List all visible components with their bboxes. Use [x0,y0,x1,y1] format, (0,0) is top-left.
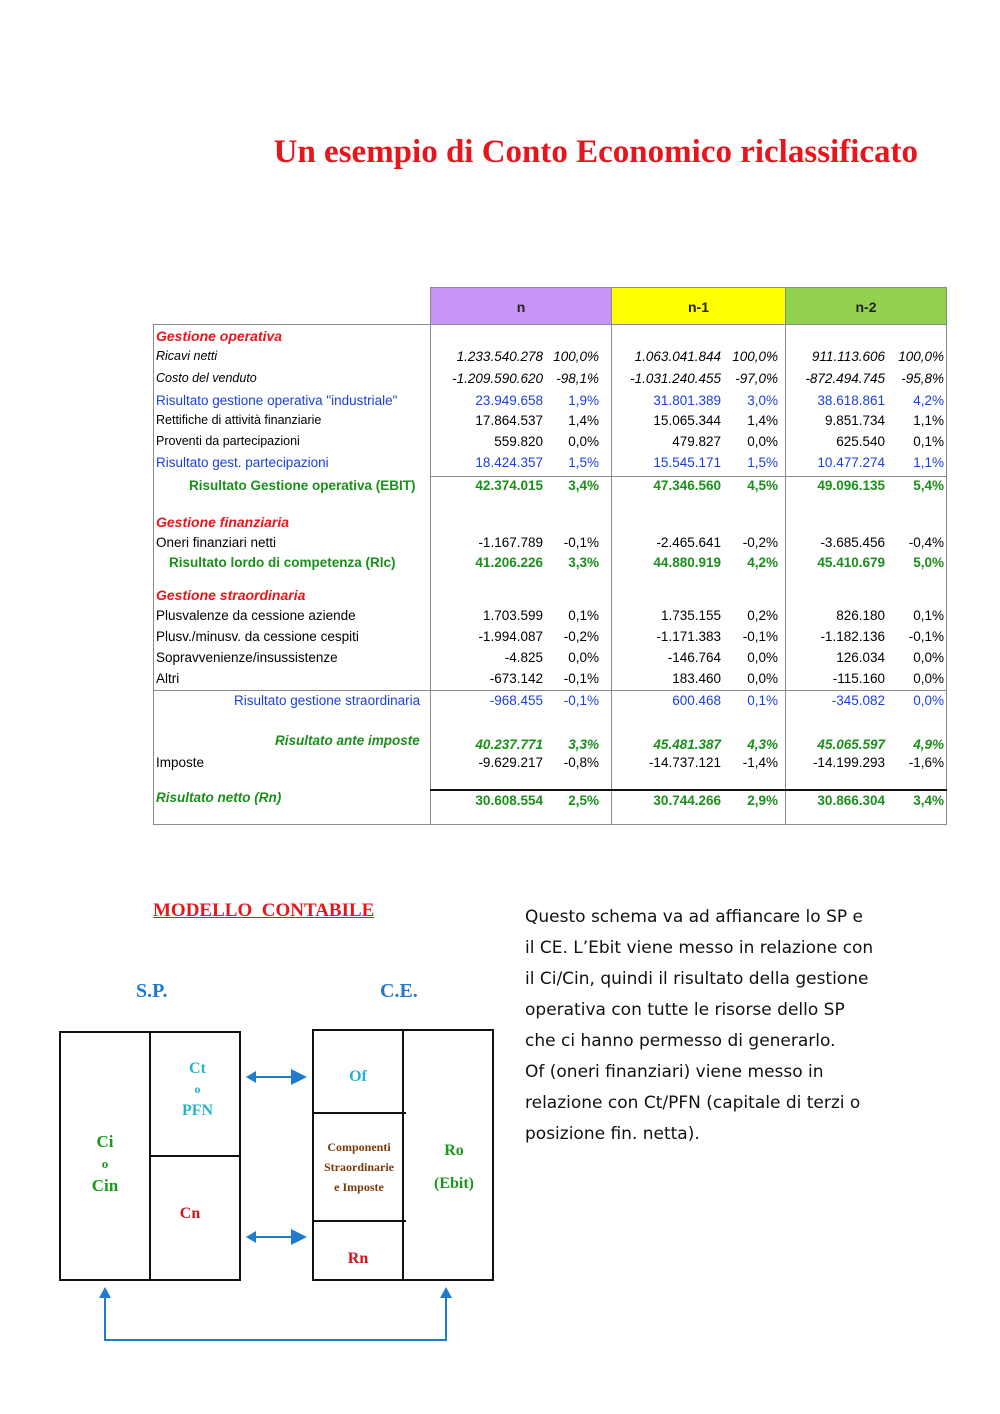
cell: -146.764 [667,650,721,665]
cell: -2.465.641 [656,535,721,550]
cell: -14.737.121 [648,755,721,770]
cell: -1.182.136 [820,629,885,644]
cell: 4,3% [747,737,778,752]
table-row [153,434,947,454]
cell: 0,1% [913,608,944,623]
cell: 3,3% [568,555,599,570]
cell: 0,0% [913,693,944,708]
cell: 0,0% [913,671,944,686]
cell: 9.851.734 [824,413,885,428]
table-row [153,608,947,628]
cell: -1.031.240.455 [630,371,721,386]
cell: 559.820 [494,434,543,449]
ce-label: C.E. [380,980,418,1002]
cell: -115.160 [832,671,885,686]
cell: -1.167.789 [478,535,543,550]
table-row [153,371,947,391]
ci-label: Ci o Cin [91,1132,119,1195]
cell: 1,4% [747,413,778,428]
model-title: MODELLO CONTABILE [153,900,375,921]
cell: 44.880.919 [653,555,721,570]
cell: 41.206.226 [475,555,543,570]
cell: 5,4% [913,478,944,493]
cell: 1,9% [568,393,599,408]
cell: 45.410.679 [817,555,885,570]
cell: 4,9% [913,737,944,752]
cell: -0,1% [563,693,599,708]
table-row [153,555,947,575]
cell: 479.827 [672,434,721,449]
cell: 0,1% [913,434,944,449]
row-label: Risultato gestione straordinaria [234,693,421,708]
cell: 826.180 [836,608,885,623]
explanation-paragraph: Questo schema va ad affiancare lo SP e il CE. L’Ebit viene messo in relazione con il Ci/Cin, quindi il risultato della gestione operativa con tutte le risorse dello SP che ci hanno permesso di generarlo. Of (oneri finanziari) viene messo in relazione con Ct/PFN (capitale di terzi o posizione fin. netta). [525,907,874,1144]
cell: 1,1% [913,455,944,470]
row-label: Ricavi netti [156,349,218,363]
cell: -673.142 [489,671,543,686]
cell: 3,0% [747,393,778,408]
cell: -0,8% [563,755,599,770]
table-row [153,535,947,555]
cell: 1,1% [913,413,944,428]
section-heading: Gestione finanziaria [156,514,290,530]
cell: -872.494.745 [805,371,885,386]
cell: -0,1% [563,535,599,550]
cell: 30.608.554 [475,793,543,808]
cell: -14.199.293 [812,755,885,770]
row-label: Risultato netto (Rn) [156,790,282,805]
table-row [153,455,947,475]
row-label: Risultato Gestione operativa (EBIT) [189,478,416,493]
cell: -1,6% [908,755,944,770]
cell: 23.949.658 [475,393,543,408]
cell: -0,1% [742,629,778,644]
ro-label: Ro (Ebit) [434,1142,474,1192]
table-row [153,755,947,775]
row-label: Risultato gest. partecipazioni [156,455,329,470]
of-label: Of [349,1068,367,1085]
cell: 2,5% [568,793,599,808]
table-row [153,629,947,649]
cell: 1.703.599 [482,608,543,623]
row-label: Proventi da partecipazioni [156,434,300,448]
cell: 1,4% [568,413,599,428]
cell: 0,2% [747,608,778,623]
row-label: Sopravvenienze/insussistenze [156,650,338,665]
table-row [153,349,947,369]
ct-label: Ct o PFN [181,1060,214,1119]
cell: -95,8% [901,371,944,386]
cell: 183.460 [672,671,721,686]
cell: -0,2% [742,535,778,550]
cell: 45.065.597 [817,737,885,752]
cell: -97,0% [735,371,778,386]
income-statement-table [153,287,947,825]
cell: -4.825 [504,650,543,665]
cell: 625.540 [836,434,885,449]
cell: 4,2% [747,555,778,570]
cell: 0,0% [747,671,778,686]
cell: 38.618.861 [817,393,885,408]
arrow-ci-ro [105,1292,446,1340]
cell: -968.455 [489,693,543,708]
section-heading: Gestione straordinaria [156,587,306,603]
cell: 1,5% [747,455,778,470]
cell: 1,5% [568,455,599,470]
row-label: Rettifiche di attività finanziarie [156,413,322,427]
cell: -1.994.087 [478,629,543,644]
table-row [153,650,947,670]
cell: 0,0% [747,434,778,449]
table-row [153,587,947,607]
cell: 4,5% [747,478,778,493]
table-row [153,413,947,433]
cell: 31.801.389 [653,393,721,408]
cell: 18.424.357 [475,455,543,470]
section-heading: Gestione operativa [156,328,283,344]
comp-label: Componenti Straordinarie e Imposte [324,1140,394,1194]
cell: -1.209.590.620 [452,371,543,386]
cell: 3,4% [913,793,944,808]
column-header-n-2: n-2 [785,287,947,325]
cell: 2,9% [747,793,778,808]
row-label: Risultato gestione operativa "industriale" [156,393,398,408]
cell: 10.477.274 [817,455,885,470]
cell: -98,1% [556,371,599,386]
table-row [153,790,947,810]
cell: 0,0% [747,650,778,665]
cell: 47.346.560 [653,478,721,493]
cell: -9.629.217 [478,755,543,770]
cell: 0,1% [568,608,599,623]
row-label: Oneri finanziari netti [156,535,277,550]
row-label: Altri [156,671,180,686]
table-row [153,328,947,348]
cell: 100,0% [553,349,599,364]
cell: 17.864.537 [475,413,543,428]
cell: 1.735.155 [660,608,721,623]
cell: -0,1% [908,629,944,644]
rn-label: Rn [347,1250,369,1267]
cell: 100,0% [898,349,944,364]
cell: 3,3% [568,737,599,752]
table-row [153,478,947,498]
cell: 1.063.041.844 [634,349,721,364]
cell: 1.233.540.278 [456,349,543,364]
cn-label: Cn [179,1205,201,1222]
row-label: Plusvalenze da cessione aziende [156,608,356,623]
cell: 30.744.266 [653,793,721,808]
row-label: Imposte [156,755,205,770]
table-row [153,393,947,413]
cell: 45.481.387 [653,737,721,752]
cell: 4,2% [913,393,944,408]
cell: 100,0% [732,349,778,364]
cell: 0,0% [568,650,599,665]
cell: 3,4% [568,478,599,493]
cell: 600.468 [672,693,721,708]
row-label: Risultato ante imposte [275,733,420,748]
cell: 911.113.606 [811,349,885,364]
cell: 30.866.304 [817,793,885,808]
sp-label: S.P. [136,980,168,1002]
table-row [153,671,947,691]
cell: -1,4% [742,755,778,770]
table-row [153,693,947,713]
cell: 5,0% [913,555,944,570]
row-label: Risultato lordo di competenza (Rlc) [169,555,396,570]
cell: 40.237.771 [475,737,543,752]
cell: 0,0% [913,650,944,665]
cell: -1.171.383 [656,629,721,644]
cell: -3.685.456 [820,535,885,550]
row-label: Costo del venduto [156,371,257,385]
cell: 15.065.344 [653,413,721,428]
cell: -0,2% [563,629,599,644]
cell: -0,4% [908,535,944,550]
page-title: Un esempio di Conto Economico riclassificato [273,134,918,170]
cell: 126.034 [836,650,885,665]
cell: 0,1% [747,693,778,708]
cell: -345.082 [831,693,885,708]
row-label: Plusv./minusv. da cessione cespiti [156,629,359,644]
column-header-n-1: n-1 [611,287,786,325]
cell: 0,0% [568,434,599,449]
row-divider [430,476,947,477]
cell: 42.374.015 [475,478,543,493]
cell: 15.545.171 [653,455,721,470]
cell: 49.096.135 [817,478,885,493]
table-row [153,733,947,753]
column-header-n: n [430,287,612,325]
table-row [153,514,947,534]
cell: -0,1% [563,671,599,686]
